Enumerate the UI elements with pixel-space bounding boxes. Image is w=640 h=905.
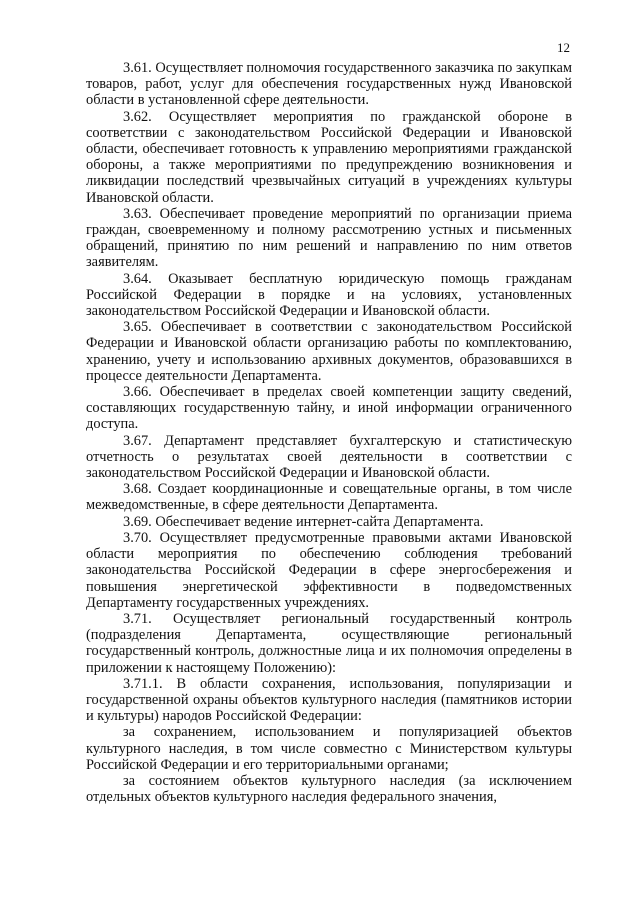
paragraph-3-64: 3.64. Оказывает бесплатную юридическую помощь гражданам Российской Федерации в порядке и на условиях, установленных законодательством Российской Федерации и Ивановской области.: [86, 270, 572, 320]
page-number: 12: [557, 40, 570, 55]
list-item-condition: за состоянием объектов культурного наследия (за исключением отдельных объектов культурного наследия федерального значения,: [86, 772, 572, 806]
paragraph-3-65: 3.65. Обеспечивает в соответствии с законодательством Российской Федерации и Ивановской области организацию работы по комплектованию, хранению, учету и использованию архивных документов, образовавшихся в процессе деятельности Департамента.: [86, 319, 572, 384]
paragraph-3-67: 3.67. Департамент представляет бухгалтерскую и статистическую отчетность о результатах своей деятельности в соответствии с законодательством Российской Федерации и Ивановской области.: [86, 432, 572, 482]
paragraph-3-71-1: 3.71.1. В области сохранения, использования, популяризации и государственной охраны объектов культурного наследия (памятников истории и культуры) народов Российской Федерации:: [86, 675, 572, 725]
paragraph-3-62: 3.62. Осуществляет мероприятия по гражданской обороне в соответствии с законодательством Российской Федерации и Ивановской области, обеспечивает готовность к управлению мероприятиями гражданской обороны, а также мероприятиями по предупреждению возникновения и ликвидации последствий чрезвычайных ситуаций в учреждениях культуры Ивановской области.: [86, 108, 572, 206]
paragraph-3-70: 3.70. Осуществляет предусмотренные правовыми актами Ивановской области мероприятия по обеспечению соблюдения требований законодательства Российской Федерации в сфере энергосбережения и повышения энергетической эффективности в подведомственных Департаменту государственных учреждениях.: [86, 529, 572, 611]
paragraph-3-71: 3.71. Осуществляет региональный государственный контроль (подразделения Департамента, осуществляющие региональный государственный контроль, должностные лица и их полномочия определены в приложении к настоящему Положению):: [86, 610, 572, 676]
document-body: [86, 60, 572, 805]
paragraph-3-61: 3.61. Осуществляет полномочия государственного заказчика по закупкам товаров, работ, услуг для обеспечения государственных нужд Ивановской области в установленной сфере деятельности.: [86, 60, 572, 109]
paragraph-3-63: 3.63. Обеспечивает проведение мероприятий по организации приема граждан, своевременному и полному рассмотрению устных и письменных обращений, принятию по ним решений и направлению по ним ответов заявителям.: [86, 205, 572, 271]
list-item-preservation: за сохранением, использованием и популяризацией объектов культурного наследия, в том числе совместно с Министерством культуры Российской Федерации и его территориальными органами;: [86, 724, 572, 773]
paragraph-3-66: 3.66. Обеспечивает в пределах своей компетенции защиту сведений, составляющих государственную тайну, и иной информации ограниченного доступа.: [86, 384, 572, 433]
paragraph-3-68: 3.68. Создает координационные и совещательные органы, в том числе межведомственные, в сфере деятельности Департамента.: [86, 481, 572, 514]
paragraph-3-69: 3.69. Обеспечивает ведение интернет-сайта Департамента.: [123, 513, 484, 530]
